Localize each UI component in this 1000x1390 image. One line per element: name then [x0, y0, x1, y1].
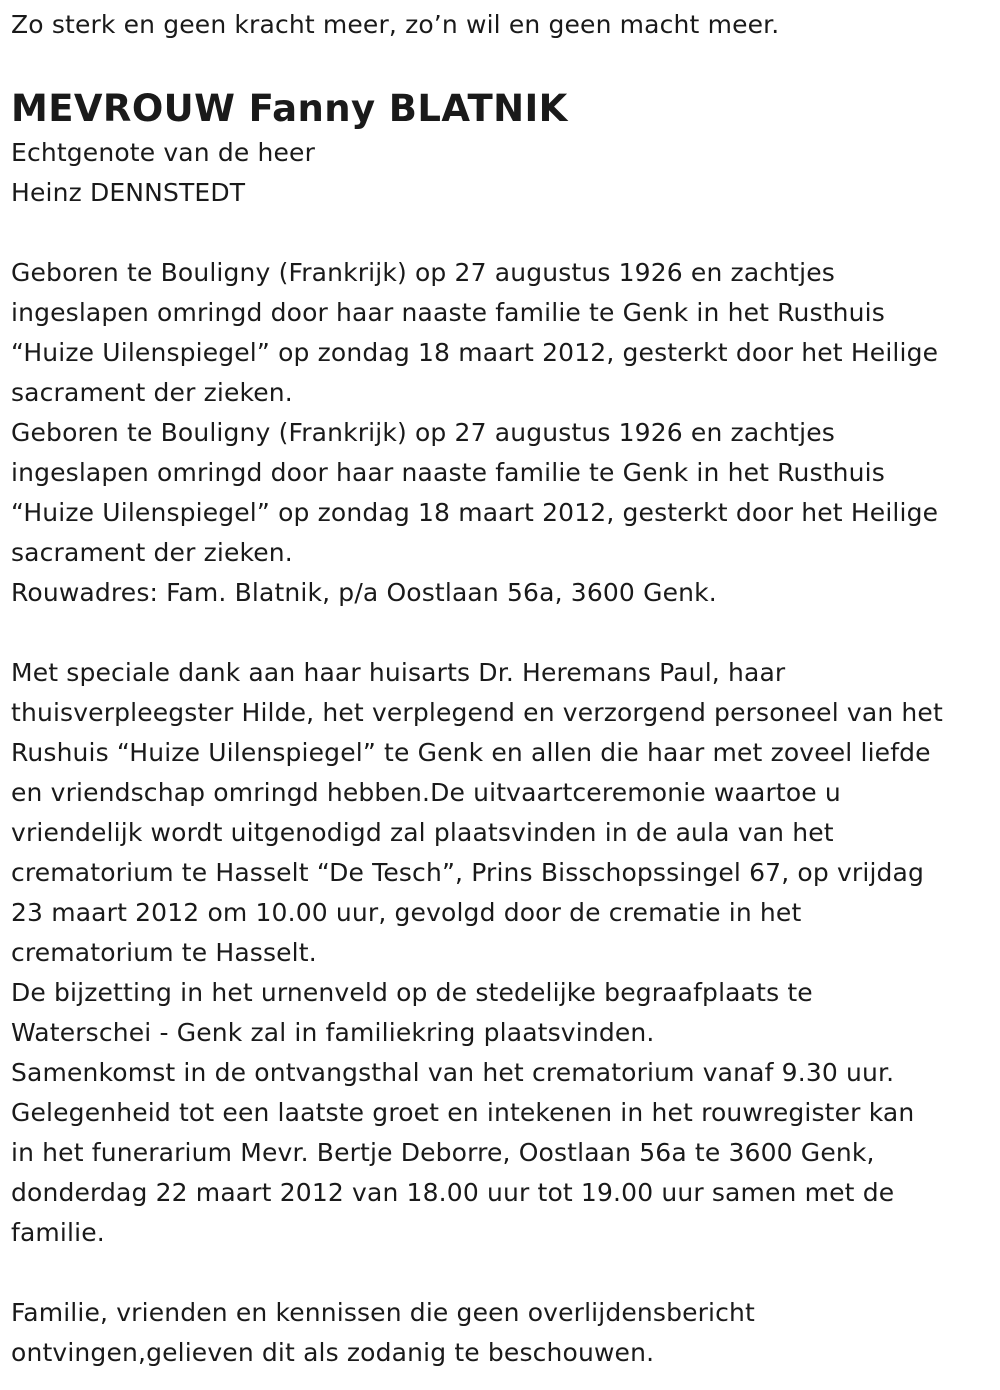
- paragraph-line: crematorium te Hasselt.: [11, 938, 317, 967]
- paragraph-line: Gelegenheid tot een laatste groet en intekenen in het rouwregister kan: [11, 1098, 915, 1127]
- paragraph-line: vriendelijk wordt uitgenodigd zal plaatsvinden in de aula van het: [11, 818, 834, 847]
- paragraph-line: Rushuis “Huize Uilenspiegel” te Genk en allen die haar met zoveel liefde: [11, 738, 931, 767]
- paragraph-line: Samenkomst in de ontvangsthal van het crematorium vanaf 9.30 uur.: [11, 1058, 895, 1087]
- paragraph-line: sacrament der zieken.: [11, 538, 293, 567]
- paragraph-line: sacrament der zieken.: [11, 378, 293, 407]
- paragraph-line: ingeslapen omringd door haar naaste familie te Genk in het Rusthuis: [11, 298, 885, 327]
- spouse-line: Heinz DENNSTEDT: [11, 178, 246, 207]
- obituary-notice: [11, 0, 996, 1373]
- deceased-name: MEVROUW Fanny BLATNIK: [11, 87, 568, 130]
- motto-text: Zo sterk en geen kracht meer, zo’n wil en geen macht meer.: [11, 10, 780, 39]
- paragraph-line: donderdag 22 maart 2012 van 18.00 uur tot 19.00 uur samen met de: [11, 1178, 895, 1207]
- paragraph-line: 23 maart 2012 om 10.00 uur, gevolgd door de crematie in het: [11, 898, 802, 927]
- paragraph-line: ontvingen,gelieven dit als zodanig te beschouwen.: [11, 1338, 655, 1367]
- paragraph-line: Met speciale dank aan haar huisarts Dr. Heremans Paul, haar: [11, 658, 786, 687]
- paragraph-line: Familie, vrienden en kennissen die geen overlijdensbericht: [11, 1298, 755, 1327]
- thanks-paragraph: [11, 653, 996, 1253]
- paragraph-line: en vriendschap omringd hebben.De uitvaartceremonie waartoe u: [11, 778, 841, 807]
- birth-paragraph: [11, 253, 996, 613]
- mourning-address: Rouwadres: Fam. Blatnik, p/a Oostlaan 56a, 3600 Genk.: [11, 578, 717, 607]
- spouse-block: [11, 133, 996, 213]
- paragraph-line: in het funerarium Mevr. Bertje Deborre, Oostlaan 56a te 3600 Genk,: [11, 1138, 875, 1167]
- paragraph-spacer: [11, 613, 996, 653]
- paragraph-line: De bijzetting in het urnenveld op de stedelijke begraafplaats te: [11, 978, 813, 1007]
- spouse-line: Echtgenote van de heer: [11, 138, 315, 167]
- paragraph-spacer: [11, 1253, 996, 1293]
- paragraph-line: thuisverpleegster Hilde, het verplegend en verzorgend personeel van het: [11, 698, 943, 727]
- paragraph-line: Waterschei - Genk zal in familiekring plaatsvinden.: [11, 1018, 655, 1047]
- paragraph-line: “Huize Uilenspiegel” op zondag 18 maart 2012, gesterkt door het Heilige: [11, 338, 939, 367]
- closing-paragraph: [11, 1293, 996, 1373]
- paragraph-line: familie.: [11, 1218, 105, 1247]
- paragraph-line: “Huize Uilenspiegel” op zondag 18 maart 2012, gesterkt door het Heilige: [11, 498, 939, 527]
- paragraph-line: ingeslapen omringd door haar naaste familie te Genk in het Rusthuis: [11, 458, 885, 487]
- paragraph-spacer: [11, 213, 996, 253]
- paragraph-line: Geboren te Bouligny (Frankrijk) op 27 augustus 1926 en zachtjes: [11, 258, 835, 287]
- paragraph-line: Geboren te Bouligny (Frankrijk) op 27 augustus 1926 en zachtjes: [11, 418, 835, 447]
- paragraph-line: crematorium te Hasselt “De Tesch”, Prins Bisschopssingel 67, op vrijdag: [11, 858, 925, 887]
